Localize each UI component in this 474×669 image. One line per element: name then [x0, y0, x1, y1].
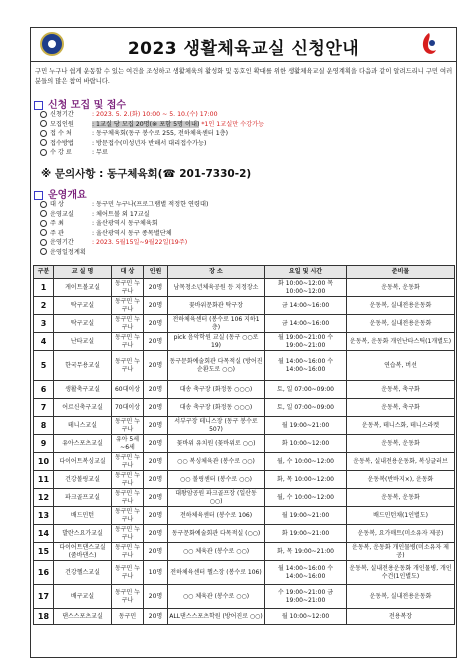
row-note: *1인 1교실만 수강가능: [201, 120, 265, 128]
table-cell: 운동복, 실내전용운동화 개인물병, 개인수건(1인별도): [347, 561, 455, 585]
table-cell: 전하체육센터 (봉수로 106 지하1층): [168, 315, 265, 333]
table-row: [34, 279, 455, 297]
square-bullet-icon: [34, 101, 43, 110]
row-value: : 동구체육회(동구 봉수로 255, 전하체육센터 1층): [92, 130, 229, 138]
table-cell: 생활축구교실: [54, 381, 112, 399]
row-value: : 2023. 5. 2.(화) 10:00 ~ 5. 10.(수) 17:00: [92, 111, 218, 118]
table-cell: 꽃바위문화관 탁구장: [168, 297, 265, 315]
table-cell: 동구민 누구나: [112, 333, 144, 351]
table-cell: 20명: [144, 489, 168, 507]
row-label: 신청기간: [50, 111, 74, 118]
table-cell: 7: [34, 399, 54, 417]
table-row: [34, 453, 455, 471]
table-row: [34, 399, 455, 417]
table-row: [34, 507, 455, 525]
table-cell: 20명: [144, 525, 168, 543]
table-cell: 운동복, 실내전용운동화: [347, 297, 455, 315]
table-cell: 유아 5세~6세: [112, 435, 144, 453]
table-cell: 20명: [144, 453, 168, 471]
table-cell: 배드민턴채(1인별도): [347, 507, 455, 525]
recruit-row: [40, 129, 264, 139]
table-cell: 운동복, 운동화 개인난타스틱(1개별도): [347, 333, 455, 351]
table-cell: 운동복, 실내전용운동화: [347, 585, 455, 609]
schedule-table: [33, 265, 455, 625]
table-cell: 운동복, 축구화: [347, 381, 455, 399]
column-header: 준비물: [347, 266, 455, 279]
table-cell: ○○ 복싱체육관 (봉수로 ○○): [168, 453, 265, 471]
table-cell: 꽃바위 유치원 (꽃바위로 ○○): [168, 435, 265, 453]
table-cell: 난타교실: [54, 333, 112, 351]
table-cell: 동구민 누구나: [112, 279, 144, 297]
table-cell: 20명: [144, 609, 168, 625]
table-row: [34, 315, 455, 333]
table-cell: 금 14:00~16:00: [265, 315, 347, 333]
table-cell: 6: [34, 381, 54, 399]
table-cell: 20명: [144, 381, 168, 399]
recruit-row: [40, 139, 264, 149]
table-cell: 동구민 누구나: [112, 471, 144, 489]
table-cell: 토, 일 07:00~09:00: [265, 381, 347, 399]
table-cell: 9: [34, 435, 54, 453]
table-row: [34, 471, 455, 489]
table-cell: 전하체육센터 (봉수로 106): [168, 507, 265, 525]
table-cell: 20명: [144, 279, 168, 297]
table-cell: 동구문화예술회관 다목적실 (○○): [168, 525, 265, 543]
circle-bullet-icon: [40, 201, 47, 208]
table-cell: 동구민: [112, 609, 144, 625]
circle-bullet-icon: [40, 248, 47, 255]
table-cell: 남목청소년체육공원 등 지정장소: [168, 279, 265, 297]
table-cell: 동구민 누구나: [112, 543, 144, 561]
table-cell: 운동복(반바지×), 운동화: [347, 471, 455, 489]
table-cell: 11: [34, 471, 54, 489]
table-cell: 연습복, 버선: [347, 351, 455, 381]
table-cell: 월 14:00~16:00 수 14:00~16:00: [265, 561, 347, 585]
table-cell: 월 19:00~21:00: [265, 507, 347, 525]
table-cell: 동구민 누구나: [112, 489, 144, 507]
row-value: : 무료: [92, 149, 109, 157]
table-cell: 월, 수 10:00~12:00: [265, 489, 347, 507]
table-cell: 60대이상: [112, 381, 144, 399]
recruit-heading: [34, 96, 126, 111]
table-cell: 3: [34, 315, 54, 333]
table-cell: 20명: [144, 585, 168, 609]
row-value: : 울산광역시 동구 종목별단체: [92, 229, 172, 237]
table-cell: ○○ 체육관 (봉수로 ○○): [168, 543, 265, 561]
column-header: 구분: [34, 266, 54, 279]
row-label: 모집인원: [50, 120, 74, 128]
table-cell: 20명: [144, 471, 168, 489]
table-cell: 유아스포츠교실: [54, 435, 112, 453]
overview-heading: [34, 186, 87, 201]
table-cell: 월, 수 10:00~12:00: [265, 453, 347, 471]
table-row: [34, 381, 455, 399]
table-cell: 화, 목 10:00~12:00: [265, 471, 347, 489]
recruit-row: [40, 148, 264, 158]
table-cell: 운동복, 운동화: [347, 279, 455, 297]
phone-icon: ☎: [162, 168, 176, 180]
column-header: 인원: [144, 266, 168, 279]
row-label: 대 상: [50, 201, 64, 208]
table-cell: 배드민턴: [54, 507, 112, 525]
overview-row: [40, 248, 208, 258]
table-cell: 13: [34, 507, 54, 525]
table-cell: 다이어트댄스교실 (줌바댄스): [54, 543, 112, 561]
table-cell: ○○ 볼링센터 (봉수로 ○○): [168, 471, 265, 489]
table-cell: 전용복장: [347, 609, 455, 625]
table-row: [34, 489, 455, 507]
table-cell: 2: [34, 297, 54, 315]
table-cell: 전하체육센터 헬스장 (봉수로 106): [168, 561, 265, 585]
table-cell: 동구민 누구나: [112, 417, 144, 435]
table-cell: 건강볼링교실: [54, 471, 112, 489]
row-label: 운영교실: [50, 210, 74, 218]
table-cell: 20명: [144, 351, 168, 381]
row-value: : 체어트볼 외 17교실: [92, 210, 150, 218]
recruit-row: [40, 120, 264, 130]
table-cell: 서부구장 테니스장 (동구 봉수로 507): [168, 417, 265, 435]
row-label: 운영일정계획: [50, 248, 86, 256]
contact-prefix: ※ 문의사항 : 동구체육회(: [41, 168, 163, 180]
table-cell: 발란스요가교실: [54, 525, 112, 543]
row-label: 접수방법: [50, 139, 74, 147]
table-cell: ○○ 체육관 (봉수로 ○○): [168, 585, 265, 609]
table-cell: 운동복, 운동화: [347, 435, 455, 453]
table-cell: 동구민 누구나: [112, 507, 144, 525]
table-cell: 동구민 누구나: [112, 351, 144, 381]
table-cell: 대왕암공원 파크골프장 (일산동 ○○): [168, 489, 265, 507]
table-cell: 동구민 누구나: [112, 525, 144, 543]
square-bullet-icon: [34, 191, 43, 200]
table-cell: 동구문화예술회관 다목적실 (방어진순환도로 ○○): [168, 351, 265, 381]
table-cell: 댄스스포츠교실: [54, 609, 112, 625]
table-cell: 다이어트복싱교실: [54, 453, 112, 471]
table-cell: 어르신축구교실: [54, 399, 112, 417]
table-row: [34, 585, 455, 609]
overview-list: [40, 200, 208, 258]
table-cell: 70대이상: [112, 399, 144, 417]
table-cell: 대송 축구장 (화정동 ○○○): [168, 399, 265, 417]
table-cell: 운동복, 운동화: [347, 489, 455, 507]
column-header: 교 실 명: [54, 266, 112, 279]
circle-bullet-icon: [40, 239, 47, 246]
table-row: [34, 351, 455, 381]
table-cell: 파크골프교실: [54, 489, 112, 507]
row-value: : 동구민 누구나(프로그램별 적정한 연령대): [92, 201, 209, 208]
table-cell: 동구민 누구나: [112, 561, 144, 585]
table-row: [34, 435, 455, 453]
table-cell: 월 19:00~21:00 수 19:00~21:00: [265, 333, 347, 351]
circle-bullet-icon: [40, 149, 47, 156]
table-cell: 8: [34, 417, 54, 435]
table-cell: 탁구교실: [54, 315, 112, 333]
table-cell: ALL댄스스포츠학원 (방어진로 ○○): [168, 609, 265, 625]
table-cell: 15: [34, 543, 54, 561]
table-cell: 16: [34, 561, 54, 585]
row-value: : 울산광역시 동구체육회: [92, 220, 158, 228]
table-cell: 10명: [144, 561, 168, 585]
table-cell: 건강헬스교실: [54, 561, 112, 585]
table-cell: 테니스교실: [54, 417, 112, 435]
table-cell: 게이트볼교실: [54, 279, 112, 297]
table-cell: 운동복, 실내전용운동화, 복싱글러브: [347, 453, 455, 471]
overview-row: [40, 229, 208, 239]
table-cell: 동구민 누구나: [112, 453, 144, 471]
row-label: 주 최: [50, 220, 64, 228]
recruit-row: [40, 110, 264, 120]
overview-row: [40, 200, 208, 210]
table-cell: 한국무용교실: [54, 351, 112, 381]
table-cell: 20명: [144, 315, 168, 333]
row-value: : 방문접수(미성년자 반해서 대리접수가능): [92, 139, 207, 147]
row-label: 운영기간: [50, 239, 74, 247]
table-row: [34, 609, 455, 625]
row-value: : 2023. 5월15일~9월22일(19주): [92, 239, 188, 247]
table-cell: 20명: [144, 399, 168, 417]
recruit-list: [40, 110, 264, 158]
table-cell: 운동복, 요가매트(미소유자 제공): [347, 525, 455, 543]
table-cell: 1: [34, 279, 54, 297]
table-cell: 4: [34, 333, 54, 351]
table-cell: 17: [34, 585, 54, 609]
contact-phone: 201-7330-2: [179, 168, 247, 180]
table-cell: 화, 목 19:00~21:00: [265, 543, 347, 561]
row-label: 주 관: [50, 229, 64, 237]
row-value: : 1교실 당 모집 20명(※ 포함 5명 이내): [92, 120, 200, 128]
table-cell: 화 19:00~21:00: [265, 525, 347, 543]
circle-bullet-icon: [40, 139, 47, 146]
table-cell: 화 10:00~12:00: [265, 435, 347, 453]
table-header-row: [34, 266, 455, 279]
table-cell: 20명: [144, 507, 168, 525]
column-header: 대 상: [112, 266, 144, 279]
row-label: 접 수 처: [50, 130, 72, 138]
overview-row: [40, 219, 208, 229]
table-cell: 월 19:00~21:00: [265, 417, 347, 435]
table-cell: 10: [34, 453, 54, 471]
table-cell: 12: [34, 489, 54, 507]
sports-council-logo-icon: [418, 31, 440, 57]
circle-bullet-icon: [40, 229, 47, 236]
table-cell: 월 10:00~12:00: [265, 609, 347, 625]
table-cell: 14: [34, 525, 54, 543]
schedule-body: [34, 279, 455, 625]
table-cell: 20명: [144, 543, 168, 561]
column-header: 장 소: [168, 266, 265, 279]
table-cell: 대송 축구장 (화정동 ○○○): [168, 381, 265, 399]
table-cell: 월 14:00~16:00 수 14:00~16:00: [265, 351, 347, 381]
table-cell: pick 음악학원 교실 (동구 ○○로 19): [168, 333, 265, 351]
table-cell: 20명: [144, 435, 168, 453]
column-header: 요일 및 시간: [265, 266, 347, 279]
page-title: 2023 생활체육교실 신청안내: [127, 39, 360, 59]
intro-text: 구민 누구나 쉽게 운동할 수 있는 여건을 조성하고 생활체육의 활성화 및 동호인 확대를 위한 생활체육교실 운영계획을 다음과 같이 알려드리니 구민 여러분들의 많은 참여 바랍니다.: [35, 68, 453, 85]
contact-line: [41, 166, 251, 181]
row-label: 수 강 료: [50, 149, 72, 157]
table-cell: 동구민 누구나: [112, 585, 144, 609]
circle-bullet-icon: [40, 130, 47, 137]
table-cell: 화 10:00~12:00 목 10:00~12:00: [265, 279, 347, 297]
recruit-heading-label: 신청 모집 및 접수: [48, 100, 127, 111]
table-row: [34, 561, 455, 585]
contact-suffix: ): [246, 168, 252, 180]
table-cell: 동구민 누구나: [112, 315, 144, 333]
table-cell: 운동복, 축구화: [347, 399, 455, 417]
table-cell: 20명: [144, 417, 168, 435]
table-cell: 20명: [144, 297, 168, 315]
table-row: [34, 333, 455, 351]
table-cell: 운동복, 운동화 개인물병(미소유자 제공): [347, 543, 455, 561]
table-cell: 토, 일 07:00~09:00: [265, 399, 347, 417]
table-cell: 배구교실: [54, 585, 112, 609]
table-cell: 5: [34, 351, 54, 381]
table-row: [34, 525, 455, 543]
table-cell: 18: [34, 609, 54, 625]
table-row: [34, 297, 455, 315]
table-cell: 금 14:00~16:00: [265, 297, 347, 315]
circle-bullet-icon: [40, 210, 47, 217]
table-row: [34, 543, 455, 561]
table-cell: 동구민 누구나: [112, 297, 144, 315]
table-cell: 운동복, 실내전용운동화: [347, 315, 455, 333]
circle-bullet-icon: [40, 111, 47, 118]
circle-bullet-icon: [40, 120, 47, 127]
overview-row: [40, 210, 208, 220]
circle-bullet-icon: [40, 220, 47, 227]
table-cell: 탁구교실: [54, 297, 112, 315]
table-cell: 20명: [144, 333, 168, 351]
table-cell: 수 19:00~21:00 금 19:00~21:00: [265, 585, 347, 609]
table-cell: 운동복, 테니스화, 테니스라켓: [347, 417, 455, 435]
table-row: [34, 417, 455, 435]
header: [31, 28, 456, 62]
overview-row: [40, 238, 208, 248]
overview-heading-label: 운영개요: [48, 190, 87, 201]
